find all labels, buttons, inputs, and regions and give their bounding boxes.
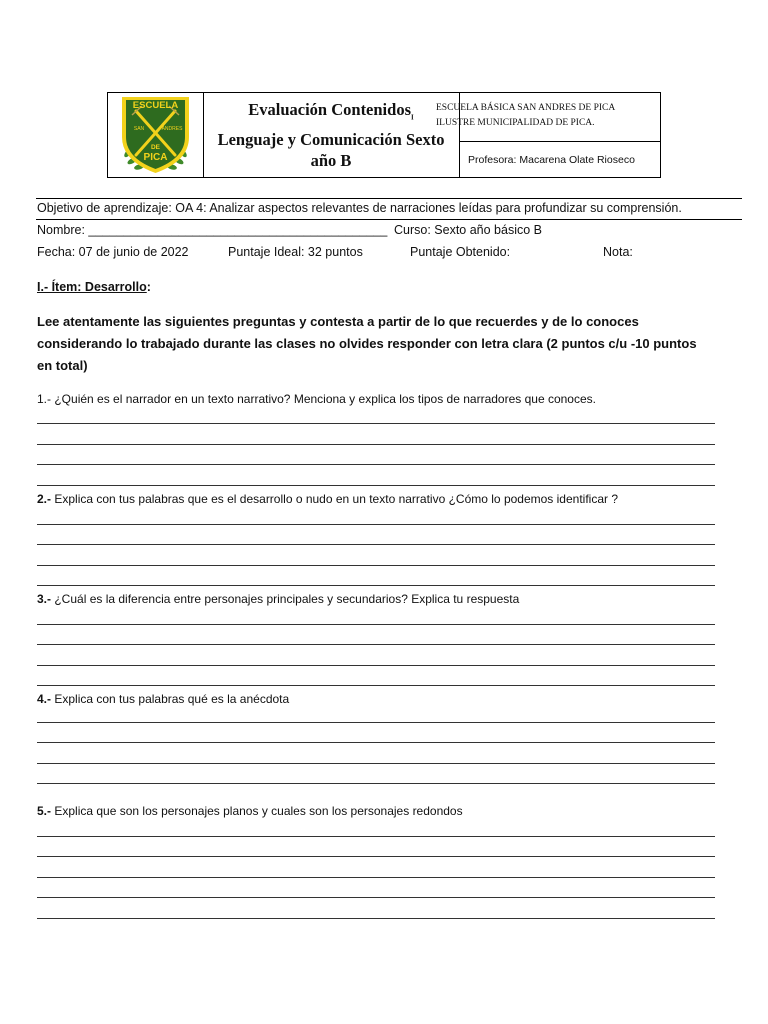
title-line-3: año B <box>310 150 352 170</box>
answer-line[interactable] <box>37 897 715 898</box>
question-number: 2.- <box>37 492 52 506</box>
instructions-line-1: Lee atentamente las siguientes preguntas y contesta a partir de lo que recuerdes y de lo conoces <box>37 314 639 329</box>
course-label: Curso: Sexto año básico B <box>394 223 542 237</box>
learning-objective: Objetivo de aprendizaje: OA 4: Analizar aspectos relevantes de narraciones leídas para profundizar su comprensión. <box>37 201 682 215</box>
instructions-line-2: considerando lo trabajado durante las clases no olvides responder con letra clara (2 puntos c/u -10 puntos <box>37 336 697 351</box>
section-title <box>37 280 151 294</box>
question-number: 3.- <box>37 592 52 606</box>
question-number: 5.- <box>37 804 52 818</box>
question-4 <box>37 692 289 706</box>
title-line-1: Evaluación Contenidos <box>248 100 411 120</box>
teacher-name: Profesora: Macarena Olate Rioseco <box>468 154 635 166</box>
logo-text-escuela: ESCUELA <box>132 100 179 111</box>
answer-line[interactable] <box>37 644 715 645</box>
grade-field[interactable]: Nota: <box>603 245 633 259</box>
question-3 <box>37 592 519 606</box>
logo-cell <box>108 93 204 177</box>
answer-line[interactable] <box>37 856 715 857</box>
question-5 <box>37 804 463 818</box>
answer-line[interactable] <box>37 742 715 743</box>
question-number: 1.- <box>37 392 52 406</box>
logo-text-andres: ANDRES <box>161 126 183 132</box>
answer-line[interactable] <box>37 444 715 445</box>
logo-text-de: DE <box>150 144 161 151</box>
school-name: ESCUELA BÁSICA SAN ANDRES DE PICA <box>436 103 616 113</box>
question-text: ¿Quién es el narrador en un texto narrativo? Menciona y explica los tipos de narradores que conoces. <box>51 392 596 406</box>
answer-line[interactable] <box>37 624 715 625</box>
instructions-line-3: en total) <box>37 358 88 373</box>
title-line-2: Lenguaje y Comunicación Sexto <box>217 129 445 149</box>
question-1 <box>37 392 596 406</box>
question-number: 4.- <box>37 692 52 706</box>
answer-line[interactable] <box>37 565 715 566</box>
answer-line[interactable] <box>37 722 715 723</box>
answer-line[interactable] <box>37 877 715 878</box>
title-mark: I <box>411 113 414 122</box>
answer-line[interactable] <box>37 585 715 586</box>
section-title-text: I.- Ítem: Desarrollo <box>37 280 147 294</box>
header-table <box>107 92 661 178</box>
question-text: Explica con tus palabras que es el desarrollo o nudo en un texto narrativo ¿Cómo lo podemos identificar ? <box>51 492 619 506</box>
question-2 <box>37 492 618 506</box>
answer-line[interactable] <box>37 485 715 486</box>
question-text: ¿Cuál es la diferencia entre personajes principales y secundarios? Explica tu respuesta <box>51 592 520 606</box>
student-name-field[interactable]: Nombre: ___________________________________________ <box>37 223 388 237</box>
answer-line[interactable] <box>37 544 715 545</box>
question-text: Explica con tus palabras qué es la anécdota <box>51 692 290 706</box>
answer-line[interactable] <box>37 423 715 424</box>
answer-line[interactable] <box>37 685 715 686</box>
answer-line[interactable] <box>37 763 715 764</box>
question-text: Explica que son los personajes planos y cuales son los personajes redondos <box>51 804 463 818</box>
answer-line[interactable] <box>37 665 715 666</box>
exam-date: Fecha: 07 de junio de 2022 <box>37 245 189 259</box>
answer-line[interactable] <box>37 464 715 465</box>
school-crest-logo <box>108 93 203 177</box>
school-info-cell <box>436 93 661 142</box>
answer-line[interactable] <box>37 836 715 837</box>
logo-text-pica: PICA <box>143 152 168 163</box>
obtained-score-field[interactable]: Puntaje Obtenido: <box>410 245 511 259</box>
logo-text-san: SAN <box>133 126 145 132</box>
municipality-name: ILUSTRE MUNICIPALIDAD DE PICA. <box>436 118 595 128</box>
answer-line[interactable] <box>37 524 715 525</box>
answer-line[interactable] <box>37 918 715 919</box>
ideal-score: Puntaje Ideal: 32 puntos <box>228 245 363 259</box>
exam-title <box>203 93 460 177</box>
section-title-colon: : <box>146 280 151 294</box>
answer-line[interactable] <box>37 783 715 784</box>
